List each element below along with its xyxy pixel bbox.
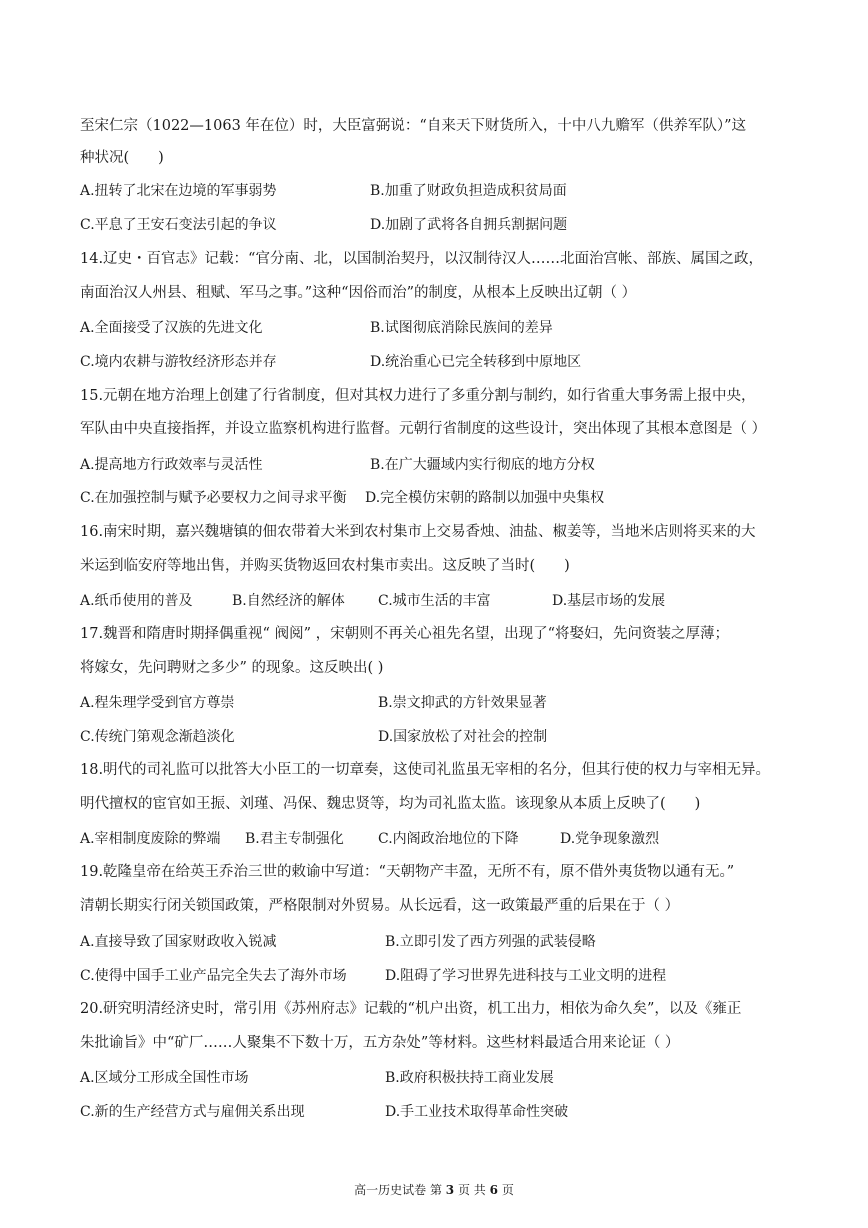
q13-option-a: A.扭转了北宋在边境的军事弱势 bbox=[80, 183, 277, 199]
q13-option-b: B.加重了财政负担造成积贫局面 bbox=[370, 183, 567, 199]
q16-stem-line-2: 米运到临安府等地出售，并购买货物返回农村集市卖出。这反映了当时( ) bbox=[80, 558, 570, 574]
q16-stem-line-1: 16.南宋时期，嘉兴魏塘镇的佃农带着大米到农村集市上交易香烛、油盐、椒姜等，当地米店则将买来的大 bbox=[80, 524, 756, 540]
q20-option-d: D.手工业技术取得革命性突破 bbox=[385, 1104, 569, 1120]
q16-option-b: B.自然经济的解体 bbox=[232, 593, 345, 609]
q13-option-c: C.平息了王安石变法引起的争议 bbox=[80, 217, 277, 233]
footer-prefix: 高一历史试卷 第 bbox=[354, 1183, 442, 1197]
q13-option-d: D.加剧了武将各自拥兵割据问题 bbox=[370, 217, 568, 233]
q13-stem-line-2: 种状况( ) bbox=[80, 150, 164, 166]
q15-option-b: B.在广大疆域内实行彻底的地方分权 bbox=[370, 457, 595, 473]
footer-page-number: 3 bbox=[445, 1183, 455, 1197]
q15-stem-line-1: 15.元朝在地方治理上创建了行省制度，但对其权力进行了多重分割与制约，如行省重大事务需上报中央， bbox=[80, 388, 756, 404]
q19-stem-line-1: 19.乾隆皇帝在给英王乔治三世的敕谕中写道：“天朝物产丰盈，无所不有，原不借外夷货物以通有无。” bbox=[80, 864, 735, 880]
q20-option-b: B.政府积极扶持工商业发展 bbox=[385, 1070, 554, 1086]
q20-option-a: A.区域分工形成全国性市场 bbox=[80, 1070, 249, 1086]
q18-stem-line-1: 18.明代的司礼监可以批答大小臣工的一切章奏，这使司礼监虽无宰相的名分，但其行使的权力与宰相无异。 bbox=[80, 762, 771, 778]
q14-option-b: B.试图彻底消除民族间的差异 bbox=[370, 320, 553, 336]
footer-middle: 页 共 bbox=[457, 1183, 486, 1197]
q15-option-a: A.提高地方行政效率与灵活性 bbox=[80, 457, 263, 473]
q18-option-b: B.君主专制强化 bbox=[245, 831, 344, 847]
q14-stem-line-1: 14.辽史・百官志》记载：“官分南、北，以国制治契丹，以汉制待汉人……北面治宫帐、部族、属国之政， bbox=[80, 251, 763, 267]
q18-option-a: A.宰相制度废除的弊端 bbox=[80, 831, 221, 847]
q18-option-c: C.内阁政治地位的下降 bbox=[378, 831, 519, 847]
q18-option-d: D.党争现象激烈 bbox=[560, 831, 660, 847]
q17-option-b: B.崇文抑武的方针效果显著 bbox=[378, 695, 547, 711]
q17-option-c: C.传统门第观念渐趋淡化 bbox=[80, 729, 235, 745]
q19-stem-line-2: 清朝长期实行闭关锁国政策，严格限制对外贸易。从长远看，这一政策最严重的后果在于（ ） bbox=[80, 898, 680, 914]
q16-option-c: C.城市生活的丰富 bbox=[378, 593, 491, 609]
q20-stem-line-2: 朱批谕旨》中“矿厂……人聚集不下数十万，五方杂处”等材料。这些材料最适合用来论证（ ） bbox=[80, 1035, 680, 1051]
q14-option-c: C.境内农耕与游牧经济形态并存 bbox=[80, 354, 277, 370]
footer-suffix: 页 bbox=[501, 1183, 514, 1197]
q15-stem-line-2: 军队由中央直接指挥，并设立监察机构进行监督。元朝行省制度的这些设计，突出体现了其根本意图是（ ） bbox=[80, 421, 767, 437]
q17-option-d: D.国家放松了对社会的控制 bbox=[378, 729, 548, 745]
page-footer bbox=[0, 1182, 868, 1198]
q17-stem-line-1: 17.魏晋和隋唐时期择偶重视“ 阀阅” ，宋朝则不再关心祖先名望，出现了“将娶妇，先问资装之厚薄； bbox=[80, 626, 730, 642]
q14-option-d: D.统治重心已完全转移到中原地区 bbox=[370, 354, 582, 370]
q20-option-c: C.新的生产经营方式与雇佣关系出现 bbox=[80, 1104, 305, 1120]
q15-option-d: D.完全模仿宋朝的路制以加强中央集权 bbox=[365, 490, 605, 506]
q13-stem-line-1: 至宋仁宗（1022—1063 年在位）时，大臣富弼说：“自来天下财货所入，十中八九赡军（供养军队）”这 bbox=[80, 118, 746, 134]
q17-option-a: A.程朱理学受到官方尊崇 bbox=[80, 695, 235, 711]
q16-option-d: D.基层市场的发展 bbox=[552, 593, 666, 609]
q19-option-d: D.阻碍了学习世界先进科技与工业文明的进程 bbox=[385, 968, 667, 984]
q15-option-c: C.在加强控制与赋予必要权力之间寻求平衡 bbox=[80, 490, 347, 506]
q20-stem-line-1: 20.研究明清经济史时，常引用《苏州府志》记载的“机户出资，机工出力，相依为命久矣”，以及《雍正 bbox=[80, 1001, 742, 1017]
q14-option-a: A.全面接受了汉族的先进文化 bbox=[80, 320, 263, 336]
q19-option-c: C.使得中国手工业产品完全失去了海外市场 bbox=[80, 968, 347, 984]
q16-option-a: A.纸币使用的普及 bbox=[80, 593, 193, 609]
q19-option-a: A.直接导致了国家财政收入锐减 bbox=[80, 934, 277, 950]
q19-option-b: B.立即引发了西方列强的武装侵略 bbox=[385, 934, 596, 950]
q17-stem-line-2: 将嫁女，先问聘财之多少” 的现象。这反映出( ) bbox=[80, 660, 384, 676]
q18-stem-line-2: 明代擅权的宦官如王振、刘瑾、冯保、魏忠贤等，均为司礼监太监。该现象从本质上反映了( ) bbox=[80, 796, 701, 812]
footer-total-pages: 6 bbox=[489, 1183, 498, 1197]
q14-stem-line-2: 南面治汉人州县、租赋、军马之事。”这种“因俗而治”的制度，从根本上反映出辽朝（ ） bbox=[80, 285, 637, 301]
